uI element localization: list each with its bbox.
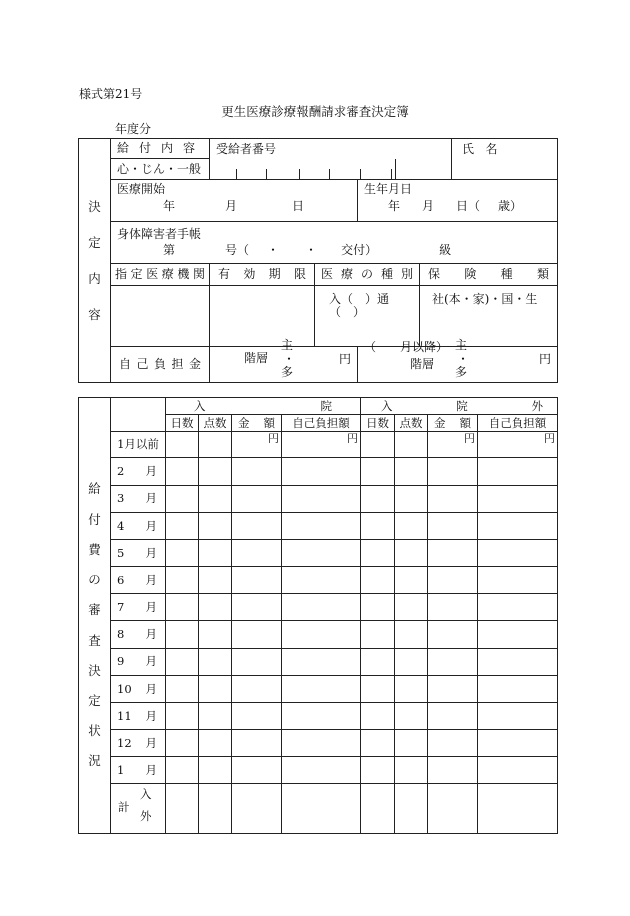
row-label: 11 月 (111, 702, 166, 729)
row-label: 2 月 (111, 458, 166, 485)
benefit-types: 心・じん・一般 (111, 159, 210, 179)
out-points-header: 点数 (395, 415, 428, 432)
self-pay-label: 自 己 負 担 金 (111, 347, 210, 383)
medical-start-cell[interactable] (111, 179, 358, 221)
insurance-type-header: 保 険 種 類 (420, 263, 558, 285)
month-header (111, 398, 166, 432)
decision-table (78, 138, 558, 383)
out-days-header: 日数 (361, 415, 395, 432)
table-row (79, 539, 558, 566)
inpatient-header: 入 院 (166, 398, 361, 415)
recipient-number-cell[interactable] (210, 139, 452, 180)
benefit-content-label: 給 付 内 容 (111, 139, 210, 159)
table-row (79, 648, 558, 675)
row-label: 12 月 (111, 730, 166, 757)
table-row (79, 567, 558, 594)
handbook-label: 身体障害者手帳 (117, 226, 202, 241)
handbook-line: 第 号（ ・ ・ 交付） 級 (163, 242, 452, 257)
row-label: 8 月 (111, 621, 166, 648)
start-date: 年 月 日 (163, 199, 305, 213)
in-amount-header: 金 額 (232, 415, 282, 432)
inout-value[interactable]: 入（ ）通（ ） (315, 285, 420, 346)
validity-header: 有 効 期 限 (210, 263, 315, 285)
self-pay-amount-1[interactable]: 階層 主 ・ 多 円 (210, 347, 358, 383)
row-label: 4 月 (111, 512, 166, 539)
table-row (79, 512, 558, 539)
decision-side-label: 決 定 内 容 (79, 139, 111, 383)
total-label: 計 入 外 (111, 784, 166, 834)
table-row (79, 675, 558, 702)
row-label: 1 月 (111, 757, 166, 784)
table-row (79, 485, 558, 512)
table-row (79, 730, 558, 757)
name-cell[interactable] (452, 139, 558, 180)
benefit-side-label: 給 付 費 の 審 査 決 定 状 況 (79, 398, 111, 834)
table-row: 1月以前 円 円 円 円 (79, 432, 558, 458)
total-row (79, 784, 558, 834)
row-label: 6 月 (111, 567, 166, 594)
recipient-number-label: 受給者番号 (216, 142, 277, 156)
benefit-table (78, 397, 558, 834)
table-row (79, 621, 558, 648)
form-title: 更生医療診療報酬請求審査決定簿 (221, 104, 409, 119)
medical-type-header: 医 療 の 種 別 (315, 263, 420, 285)
birth-date-label: 生年月日 (364, 181, 413, 196)
validity-value[interactable] (210, 285, 315, 346)
row-label-first: 1月以前 (111, 432, 166, 458)
insurance-value[interactable]: 社(本・家)・国・生 (420, 285, 558, 346)
row-label: 5 月 (111, 539, 166, 566)
fiscal-year-label: 年度分 (115, 122, 152, 136)
name-label: 氏 名 (462, 142, 498, 156)
row-label: 9 月 (111, 648, 166, 675)
table-row (79, 458, 558, 485)
row-label: 3 月 (111, 485, 166, 512)
outpatient-header: 入 院 外 (361, 398, 558, 415)
in-selfpay-header: 自己負担額 (282, 415, 361, 432)
in-days-header: 日数 (166, 415, 199, 432)
table-row (79, 702, 558, 729)
row-label: 10 月 (111, 675, 166, 702)
table-row (79, 594, 558, 621)
table-row (79, 757, 558, 784)
designated-institution-header: 指 定 医 療 機 関 (111, 263, 210, 285)
in-points-header: 点数 (199, 415, 232, 432)
out-amount-header: 金 額 (428, 415, 478, 432)
self-pay-amount-2[interactable]: （ 月以降） 階層 主 ・ 多 円 (358, 347, 558, 383)
designated-institution-value[interactable] (111, 285, 210, 346)
birth-date: 年 月 日（ 歳） (388, 199, 523, 213)
handbook-cell[interactable] (111, 221, 558, 263)
medical-start-label: 医療開始 (117, 181, 166, 196)
out-selfpay-header: 自己負担額 (478, 415, 558, 432)
birth-date-cell[interactable] (358, 179, 558, 221)
row-label: 7 月 (111, 594, 166, 621)
form-number: 様式第21号 (79, 87, 143, 101)
